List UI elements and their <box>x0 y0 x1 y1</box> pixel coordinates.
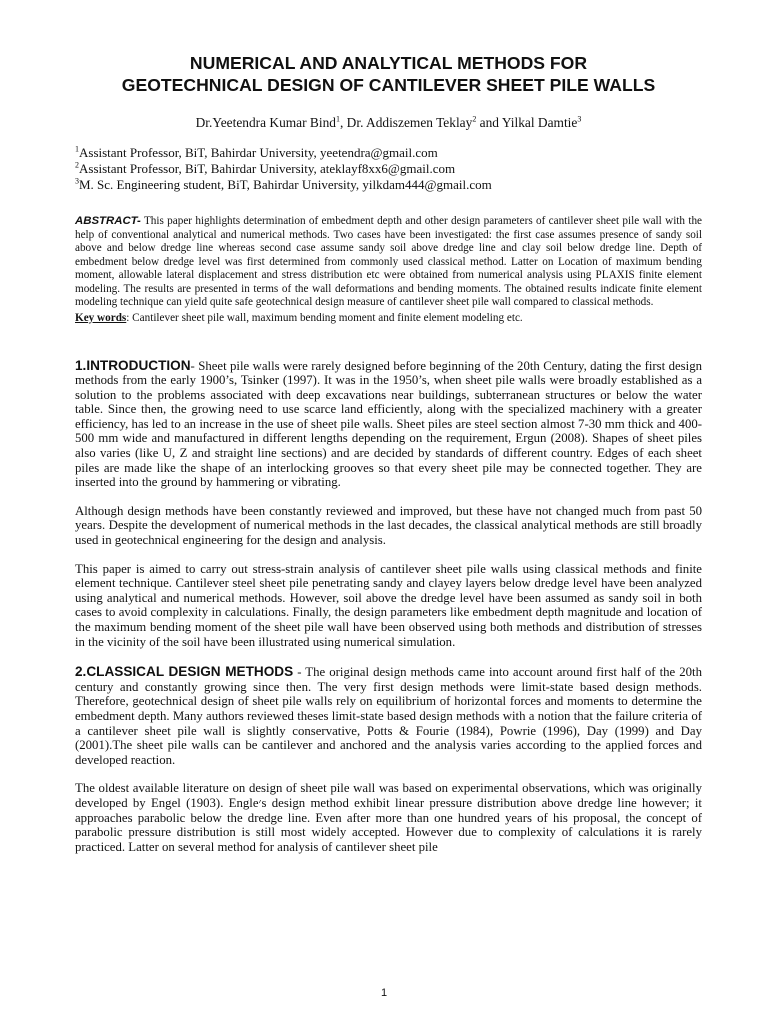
affiliation-sup: 3 <box>75 176 79 186</box>
abstract-label: ABSTRACT- <box>75 215 141 227</box>
intro-paragraph-1 <box>75 359 702 490</box>
affiliation-text: M. Sc. Engineering student, BiT, Bahirdar University, yilkdam444@gmail.com <box>79 177 492 192</box>
intro-paragraph-2: Although design methods have been constantly reviewed and improved, but these have not changed much from past 50 years. Despite the development of numerical methods in the last decades, the classical analytical methods are still broadly used in geotechnical engineering for the design and analysis. <box>75 503 702 548</box>
author-2: , Dr. Addiszemen Teklay <box>339 115 473 130</box>
methods-paragraph-2: The oldest available literature on design of sheet pile wall was based on experimental observations, which was originally developed by Engel (1903). Engle׳s design method exhibit linear pressure distribution above dredge line however; it approaches parabolic below the dredge line. Even after more than one hundred years of his proposal, the concept of parabolic pressure distribution is still most widely accepted. However due to complexity of calculations it is rarely practiced. Latter on several method for analysis of cantilever sheet pile <box>75 781 702 854</box>
author-list <box>75 114 702 131</box>
methods-text: - The original design methods came into account around first half of the 20th century and constantly growing since then. The very first design methods were limit-state based design methods. Therefore, geotechnical design of sheet pile walls rely on equilibrium of horizontal forces and moments to determine the embedment depth. Many authors reviewed theses limit-state based design methods with a notion that the failure criteria of a cantilever sheet pile wall is slightly conservative, Potts & Fourie (1984), Powrie (1996), Day (1999) and Day (2001).The sheet pile walls can be cantilever and anchored and the analysis varies according to the applied forces and developed reaction. <box>75 665 702 767</box>
abstract <box>75 215 702 310</box>
section-2-heading: 2.CLASSICAL DESIGN METHODS <box>75 664 294 680</box>
author-3: and Yilkal Damtie <box>476 115 578 130</box>
paper-title <box>75 52 702 96</box>
author-2-sup: 2 <box>472 114 477 124</box>
title-line-2: GEOTECHNICAL DESIGN OF CANTILEVER SHEET PILE WALLS <box>121 75 656 95</box>
author-1-sup: 1 <box>335 114 340 124</box>
affiliation-text: Assistant Professor, BiT, Bahirdar University, yeetendra@gmail.com <box>79 145 438 160</box>
affiliation-2 <box>75 161 702 177</box>
affiliation-sup: 2 <box>75 160 79 170</box>
affiliation-1 <box>75 145 702 161</box>
title-line-1: NUMERICAL AND ANALYTICAL METHODS FOR <box>189 53 588 73</box>
paper-page <box>75 52 702 854</box>
author-3-sup: 3 <box>577 114 582 124</box>
keywords-label: Key words <box>75 311 127 324</box>
affiliation-text: Assistant Professor, BiT, Bahirdar University, ateklayf8xx6@gmail.com <box>79 161 456 176</box>
keywords-text: : Cantilever sheet pile wall, maximum bending moment and finite element modeling etc. <box>126 311 523 324</box>
affiliation-sup: 1 <box>75 144 79 154</box>
affiliation-3 <box>75 177 702 193</box>
page-number: 1 <box>380 987 388 999</box>
affiliations <box>75 145 702 193</box>
section-1-heading: 1.INTRODUCTION <box>75 357 191 373</box>
keywords <box>75 311 702 325</box>
abstract-text: This paper highlights determination of embedment depth and other design parameters of cantilever sheet pile wall with the help of conventional analytical and numerical methods. Two cases have been investigated: the first case assumes presence of sandy soil above and below dredge line whereas second case assume sandy soil above dredge line and clay soil below dredge line. Depth of embedment below dredge level was first determined from commonly used classical method. Latter on Location of maximum bending moment, allowable lateral displacement and stress distribution etc were obtained from numerical analysis using PLAXIS finite element modeling. The results are presented in terms of the wall deformations and bending moments. The obtained results indicate finite element modeling technique can yield quite safe geotechnical design measure of cantilever sheet pile wall compared to classical methods. <box>75 215 702 308</box>
intro-paragraph-3: This paper is aimed to carry out stress-strain analysis of cantilever sheet pile walls using classical methods and finite element technique. Cantilever steel sheet pile penetrating sandy and clayey layers below dredge level have been analyzed using analytical and numerical methods. However, soil above the dredge level have been assumed as sandy soil in both cases to avoid complexity in calculations. Finally, the design parameters like embedment depth magnitude and location of the maximum bending moment of the sheet pile wall have been observed using both methods and distribution of stresses in the vicinity of the soil have been illustrated using numerical simulation. <box>75 561 702 649</box>
intro-text: - Sheet pile walls were rarely designed before beginning of the 20th Century, dating the first design methods from the early 1900’s, Tsinker (1997). It was in the 1950’s, when sheet pile walls were broadly established as a solution to the problems associated with deep excavations near buildings, subterranean structures or below the water table. Since then, the growing need to use scarce land efficiently, along with the specialized machinery with a greater efficiency, has led to an increase in the use of sheet pile walls. Sheet piles are steel section almost 7-30 mm thick and 400-500 mm wide and manufactured in different lengths depending on the requirement, Ergun (2008). Shapes of sheet piles also varies (like U, Z and straight line sections) and are decided by standards of different country. Edges of each sheet piles are made like the shape of an interlocking grooves so that every sheet pile may be connected together. They are inserted into the ground by hammering or vibrating. <box>75 358 702 490</box>
methods-paragraph-1 <box>75 665 702 767</box>
author-1: Dr.Yeetendra Kumar Bind <box>195 115 336 130</box>
